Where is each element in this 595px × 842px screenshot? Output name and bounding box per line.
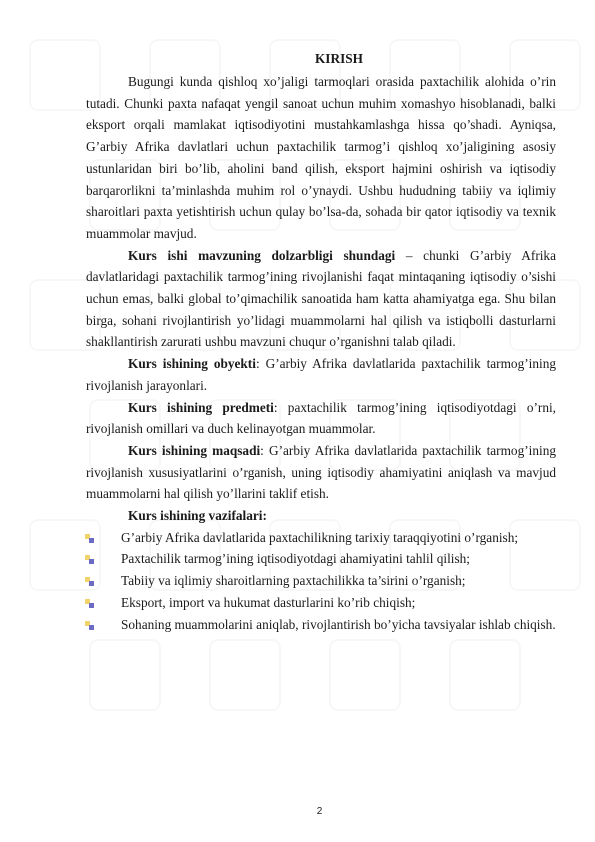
tasks-heading: Kurs ishining vazifalari: <box>128 508 267 524</box>
list-item <box>86 614 556 636</box>
object-label: Kurs ishining obyekti <box>128 356 256 372</box>
relevance-paragraph <box>86 245 556 354</box>
colored-square-bullet-icon <box>85 534 94 543</box>
task-text: Paxtachilik tarmog’ining iqtisodiyotdagi ahamiyatini tahlil qilish; <box>121 551 470 567</box>
aim-label: Kurs ishining maqsadi <box>128 442 261 458</box>
task-text: Eksport, import va hukumat dasturlarini ko’rib chiqish; <box>121 594 416 610</box>
list-item <box>86 570 556 592</box>
task-text: Sohaning muammolarini aniqlab, rivojlantirish bo’yicha tavsiyalar ishlab chiqish. <box>121 616 556 632</box>
subject-text: : paxtachilik tarmog’ining iqtisodiyotdagi o’rni, rivojlanish omillari va duch kelinayotgan muammolar. <box>86 399 556 437</box>
object-text: : G’arbiy Afrika davlatlarida paxtachilik tarmog’ining rivojlanish jarayonlari. <box>86 356 556 393</box>
colored-square-bullet-icon <box>85 577 94 586</box>
intro-paragraph: Bugungi kunda qishloq xo’jaligi tarmoqlari orasida paxtachilik alohida o’rin tutadi. Chunki paxta nafaqat yengil sanoat uchun muhim xomashyo hisoblanadi, balki eksport orqali mamlakat iqtisodiyotini mustahkamlashga hissa qo’shadi. Ayniqsa, G’arbiy Afrika davlatlari uchun paxtachilik tarmog’i qishloq xo’jaligining asosiy ustunlaridan biri bo’lib, aholini band qilish, eksport hajmini oshirish va iqtisodiy barqarorlikni ta’minlashda muhim rol o’ynaydi. Ushbu hududning tabiiy va iqlimiy sharoitlari paxta yetishtirish uchun qulay bo’lsa-da, sohada bir qator iqtisodiy va texnik muammolar mavjud. <box>86 74 556 241</box>
list-item <box>86 548 556 570</box>
subject-paragraph <box>86 397 556 440</box>
subject-label: Kurs ishining predmeti <box>128 399 274 415</box>
colored-square-bullet-icon <box>85 555 94 564</box>
task-text: G’arbiy Afrika davlatlarida paxtachilikning tarixiy taraqqiyotini o’rganish; <box>121 529 519 545</box>
list-item <box>86 527 556 549</box>
colored-square-bullet-icon <box>85 621 94 630</box>
colored-square-bullet-icon <box>85 599 94 608</box>
object-paragraph <box>86 353 556 396</box>
document-page <box>86 48 556 635</box>
task-text: Tabiiy va iqlimiy sharoitlarning paxtachilikka ta’sirini o’rganish; <box>121 573 466 589</box>
relevance-text: – chunki G’arbiy Afrika davlatlaridagi paxtachilik tarmog’ining rivojlanishi faqat mintaqaning iqtisodiy o’sishi uchun emas, balki global to’qimachilik sanoatida ham katta ahamiyatga ega. Shu bilan birga, sohani rivojlantirish yo’lidagi muammolarni hal qilish va istiqbolli dasturlarni shakllantirish zarurati ushbu mavzuni chuqur o’rganishni talab qiladi. <box>86 247 556 350</box>
aim-paragraph <box>86 440 556 505</box>
tasks-list <box>86 527 556 636</box>
page-number: 2 <box>316 806 323 817</box>
list-item <box>86 592 556 614</box>
page-title: KIRISH <box>314 51 364 66</box>
relevance-label: Kurs ishi mavzuning dolzarbligi shundagi <box>128 247 396 263</box>
aim-text: : G’arbiy Afrika davlatlarida paxtachilik tarmog’ining rivojlanish xususiyatlarini o’rganish, uning iqtisodiy ahamiyatini aniqlash va mavjud muammolarni hal qilish yo’llarini taklif etish. <box>86 442 556 502</box>
